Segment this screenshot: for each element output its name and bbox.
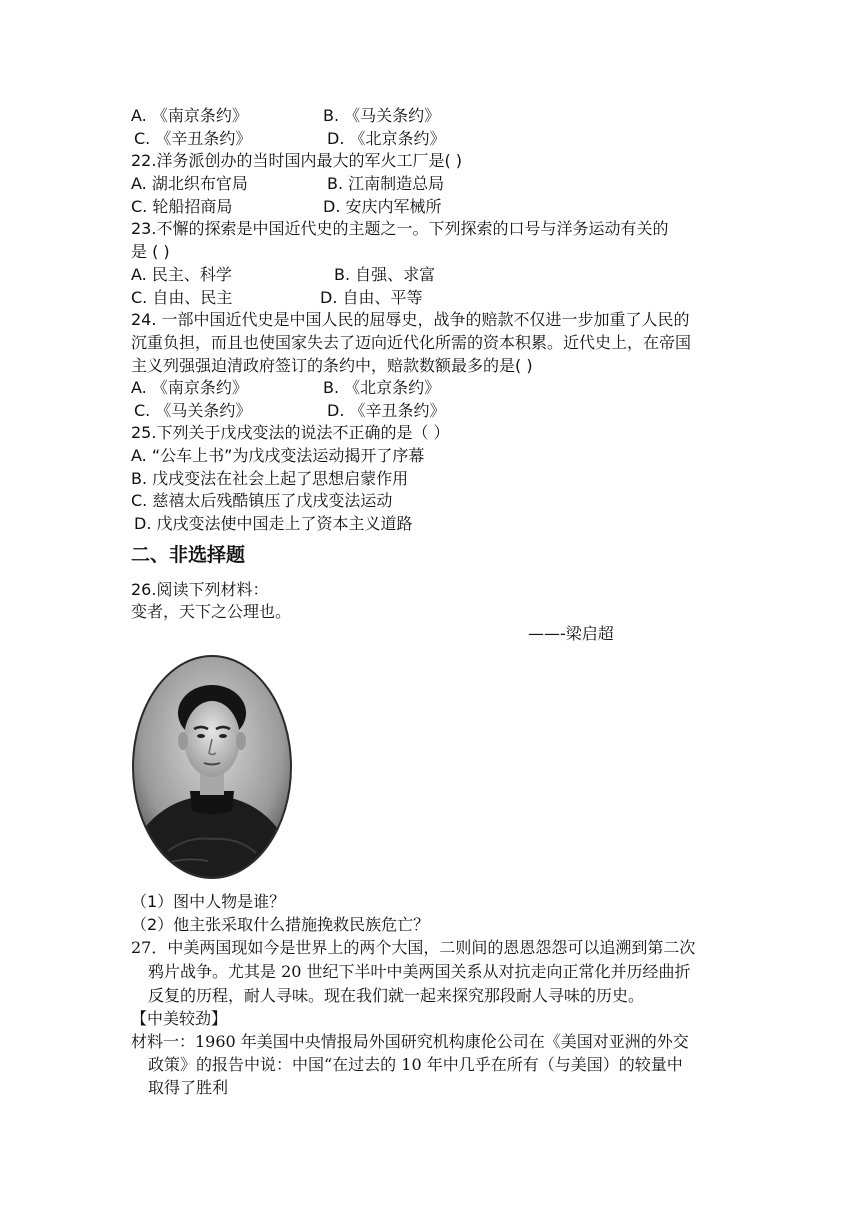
q24-stem-line3: 主义列强强迫清政府签订的条约中，赔款数额最多的是( ) bbox=[131, 356, 533, 375]
q25-option-b: B. 戊戌变法在社会上起了思想启蒙作用 bbox=[131, 469, 409, 488]
q27-stem-line3: 反复的历程，耐人寻味。现在我们就一起来探究那段耐人寻味的历史。 bbox=[148, 986, 645, 1005]
q23-option-d: D. 自由、平等 bbox=[320, 288, 423, 307]
q22-option-c: C. 轮船招商局 bbox=[131, 197, 233, 216]
q23-option-a: A. 民主、科学 bbox=[131, 265, 232, 284]
q25-stem: 25.下列关于戊戌变法的说法不正确的是（ ） bbox=[131, 423, 450, 442]
q25-option-c: C. 慈禧太后残酷镇压了戊戌变法运动 bbox=[131, 491, 393, 510]
q21-option-b: B. 《马关条约》 bbox=[323, 106, 441, 125]
q27-material-line3: 取得了胜利 bbox=[148, 1078, 229, 1097]
q22-option-b: B. 江南制造总局 bbox=[327, 174, 445, 193]
q23-option-b: B. 自强、求富 bbox=[334, 265, 436, 284]
q24-stem-line2: 沉重负担，而且也使国家失去了迈向近代化所需的资本积累。近代史上，在帝国 bbox=[131, 333, 692, 352]
q24-option-a: A. 《南京条约》 bbox=[131, 378, 248, 397]
q27-section-tag: 【中美较劲】 bbox=[131, 1009, 228, 1028]
q26-intro: 26.阅读下列材料： bbox=[131, 580, 269, 599]
q23-option-c: C. 自由、民主 bbox=[131, 288, 233, 307]
section-heading: 二、非选择题 bbox=[131, 544, 246, 566]
q24-option-c: C. 《马关条约》 bbox=[134, 401, 252, 420]
q25-option-a: A. “公车上书”为戊戌变法运动揭开了序幕 bbox=[131, 446, 425, 465]
q21-option-d: D. 《北京条约》 bbox=[327, 129, 446, 148]
q26-attribution: ——-梁启超 bbox=[528, 624, 614, 643]
q22-option-a: A. 湖北织布官局 bbox=[131, 174, 248, 193]
q27-stem-line1: 27．中美两国现如今是世界上的两个大国，二则间的恩恩怨怨可以追溯到第二次 bbox=[131, 938, 696, 957]
q24-stem-line1: 24. 一部中国近代史是中国人民的屈辱史，战争的赔款不仅进一步加重了人民的 bbox=[131, 310, 690, 329]
q27-material-line1: 材料一：1960 年美国中央情报局外国研究机构康伦公司在《美国对亚洲的外交 bbox=[131, 1032, 689, 1051]
q26-subquestion-1: （1）图中人物是谁？ bbox=[131, 892, 286, 911]
q27-stem-line2: 鸦片战争。尤其是 20 世纪下半叶中美两国关系从对抗走向正常化并历经曲折 bbox=[148, 962, 691, 981]
q27-material-line2: 政策》的报告中说：中国“在过去的 10 年中几乎在所有（与美国）的较量中 bbox=[148, 1055, 683, 1074]
q26-quote: 变者，天下之公理也。 bbox=[131, 602, 292, 621]
q23-stem-line1: 23.不懈的探索是中国近代史的主题之一。下列探索的口号与洋务运动有关的 bbox=[131, 219, 669, 238]
q24-option-d: D. 《辛丑条约》 bbox=[327, 401, 446, 420]
q24-option-b: B. 《北京条约》 bbox=[323, 378, 441, 397]
q21-option-c: C. 《辛丑条约》 bbox=[134, 129, 252, 148]
q21-option-a: A. 《南京条约》 bbox=[131, 106, 248, 125]
q25-option-d: D. 戊戌变法使中国走上了资本主义道路 bbox=[134, 514, 413, 533]
q23-stem-line2: 是 ( ) bbox=[131, 242, 170, 261]
q22-option-d: D. 安庆内军械所 bbox=[323, 197, 442, 216]
portrait-photo bbox=[128, 651, 296, 883]
q22-stem: 22.洋务派创办的当时国内最大的军火工厂是( ) bbox=[131, 151, 463, 170]
q26-subquestion-2: （2）他主张采取什么措施挽救民族危亡？ bbox=[131, 915, 430, 934]
